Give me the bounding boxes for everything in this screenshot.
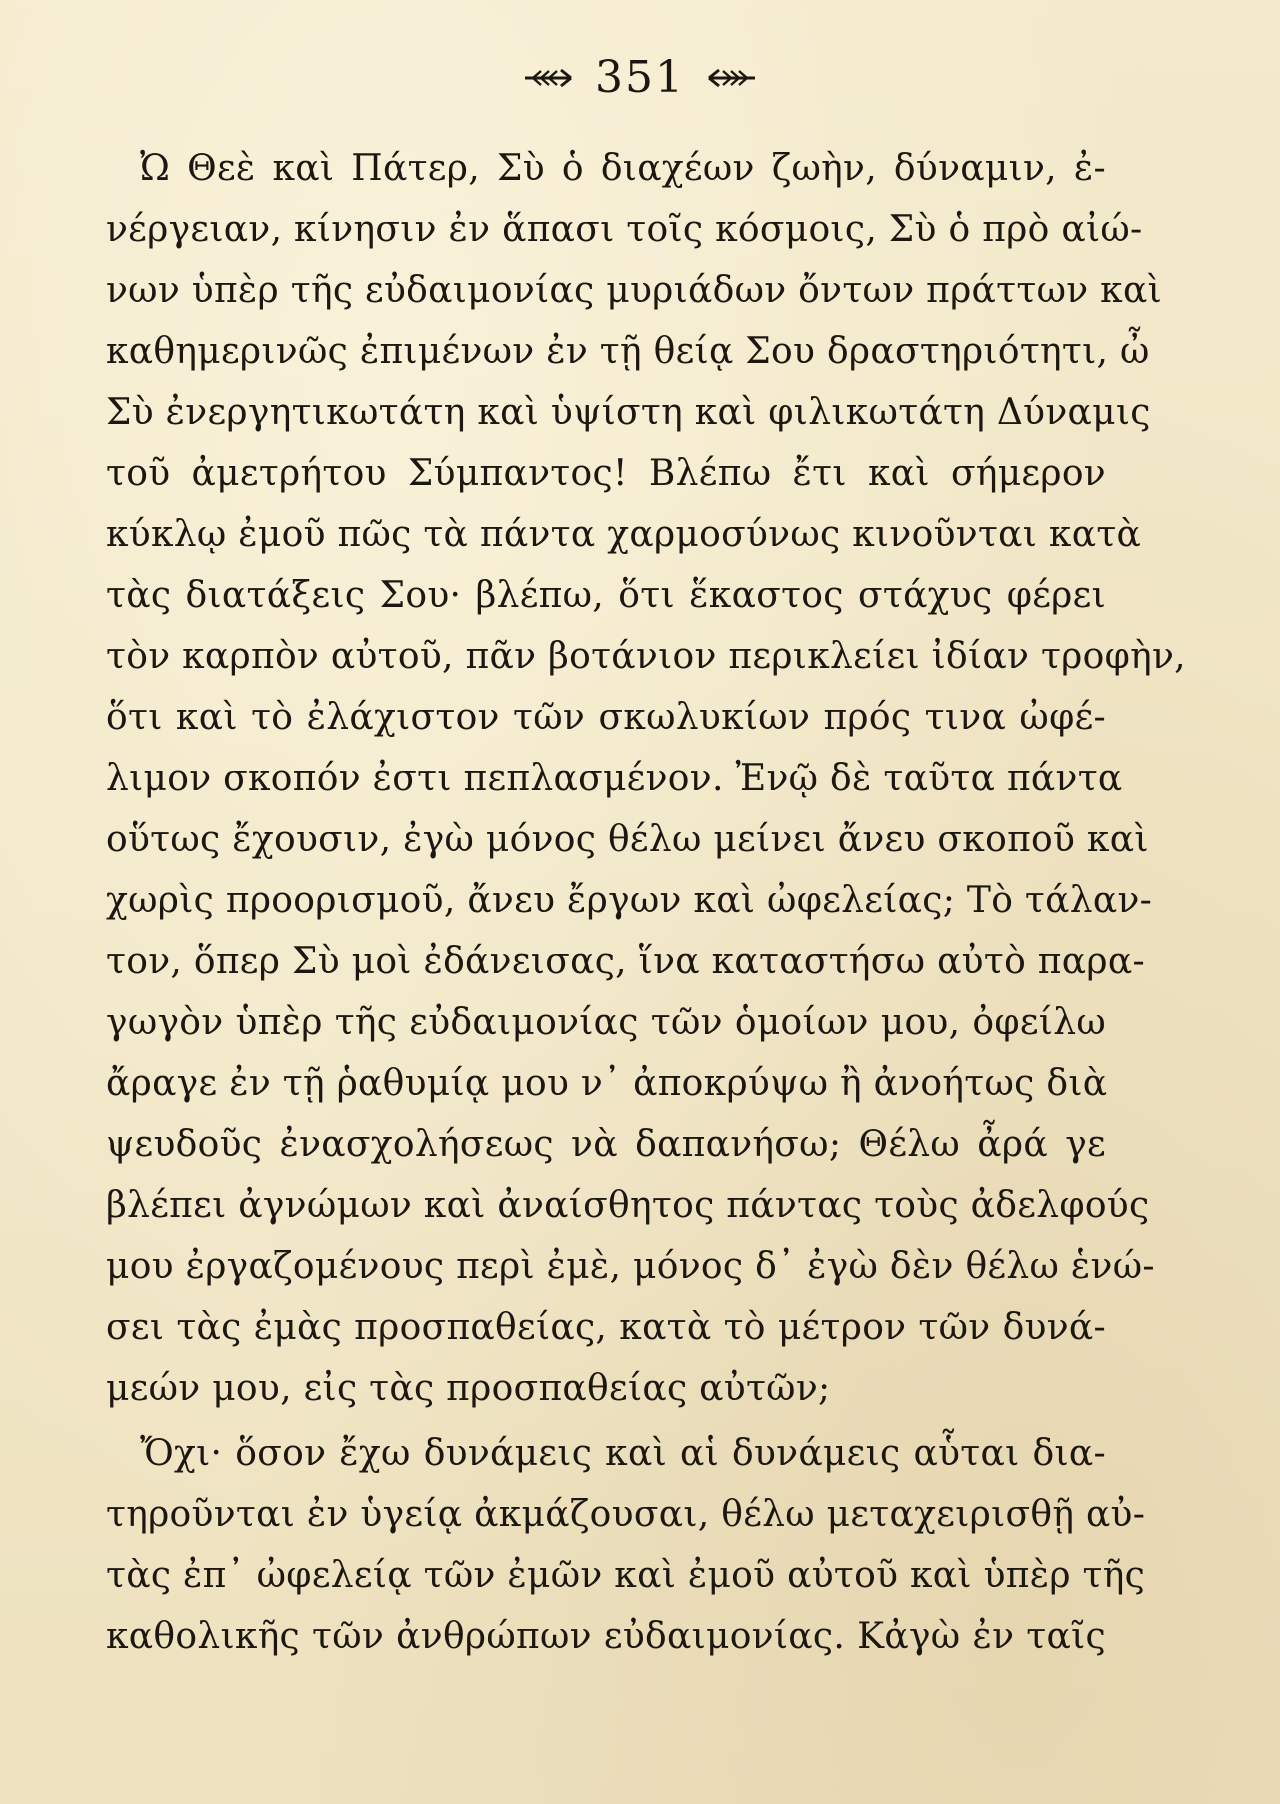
text-line: τηροῦνται ἐν ὑγείᾳ ἀκμάζουσαι, θέλω μεταχειρισθῇ αὐ-	[106, 1494, 1146, 1535]
left-ornament-icon	[521, 66, 581, 90]
text-line: νων ὑπὲρ τῆς εὐδαιμονίας μυριάδων ὄντων πράττων καὶ	[106, 270, 1163, 311]
page-header	[0, 48, 1280, 108]
text-line: ὅτι καὶ τὸ ἐλάχιστον τῶν σκωλυκίων πρός τινα ὠφέ-	[106, 697, 1106, 738]
text-line: Σὺ ἐνεργητικωτάτη καὶ ὑψίστη καὶ φιλικωτάτη Δύναμις	[106, 392, 1151, 433]
text-line: μεών μου, εἰς τὰς προσπαθείας αὐτῶν;	[106, 1368, 831, 1409]
text-line: τὰς ἐπ᾽ ὠφελείᾳ τῶν ἐμῶν καὶ ἐμοῦ αὐτοῦ καὶ ὑπὲρ τῆς	[106, 1555, 1146, 1596]
page-number: 351	[595, 52, 685, 103]
right-ornament-icon	[699, 66, 759, 90]
body-text	[106, 138, 1186, 1667]
text-line: καθολικῆς τῶν ἀνθρώπων εὐδαιμονίας. Κἀγὼ ἐν ταῖς	[106, 1616, 1106, 1657]
text-line: βλέπει ἀγνώμων καὶ ἀναίσθητος πάντας τοὺς ἀδελφούς	[106, 1185, 1150, 1226]
text-line: τὸν καρπὸν αὐτοῦ, πᾶν βοτάνιον περικλείει ἰδίαν τροφὴν,	[106, 636, 1186, 677]
text-line: ψευδοῦς ἐνασχολήσεως νὰ δαπανήσω; Θέλω ἆρά γε	[106, 1124, 1106, 1165]
text-line: τον, ὅπερ Σὺ μοὶ ἐδάνεισας, ἵνα καταστήσω αὐτὸ παρα-	[106, 941, 1145, 982]
text-line: μου ἐργαζομένους περὶ ἐμὲ, μόνος δ᾽ ἐγὼ δὲν θέλω ἑνώ-	[106, 1246, 1155, 1287]
text-line: κύκλῳ ἐμοῦ πῶς τὰ πάντα χαρμοσύνως κινοῦνται κατὰ	[106, 514, 1142, 555]
text-line: καθημερινῶς ἐπιμένων ἐν τῇ θείᾳ Σου δραστηριότητι, ὦ	[106, 331, 1150, 372]
text-line: τὰς διατάξεις Σου· βλέπω, ὅτι ἕκαστος στάχυς φέρει	[106, 575, 1106, 616]
text-line: τοῦ ἀμετρήτου Σύμπαντος! Βλέπω ἔτι καὶ σήμερον	[106, 453, 1106, 494]
text-line: λιμον σκοπόν ἐστι πεπλασμένον. Ἐνῷ δὲ ταῦτα πάντα	[106, 758, 1123, 799]
text-line: Ὄχι· ὅσον ἔχω δυνάμεις καὶ αἱ δυνάμεις αὗται δια-	[140, 1433, 1106, 1474]
text-line: γωγὸν ὑπὲρ τῆς εὐδαιμονίας τῶν ὁμοίων μου, ὀφείλω	[106, 1002, 1106, 1043]
text-line: σει τὰς ἐμὰς προσπαθείας, κατὰ τὸ μέτρον τῶν δυνά-	[106, 1307, 1106, 1348]
text-line: χωρὶς προορισμοῦ, ἄνευ ἔργων καὶ ὠφελείας; Τὸ τάλαν-	[106, 880, 1153, 921]
text-line: οὕτως ἔχουσιν, ἐγὼ μόνος θέλω μείνει ἄνευ σκοποῦ καὶ	[106, 819, 1149, 860]
text-line: νέργειαν, κίνησιν ἐν ἅπασι τοῖς κόσμοις, Σὺ ὁ πρὸ αἰώ-	[106, 209, 1143, 250]
text-line: Ὠ Θεὲ καὶ Πάτερ, Σὺ ὁ διαχέων ζωὴν, δύναμιν, ἐ-	[140, 148, 1106, 189]
text-line: ἄραγε ἐν τῇ ῥαθυμίᾳ μου ν᾽ ἀποκρύψω ἢ ἀνοήτως διὰ	[106, 1063, 1108, 1104]
